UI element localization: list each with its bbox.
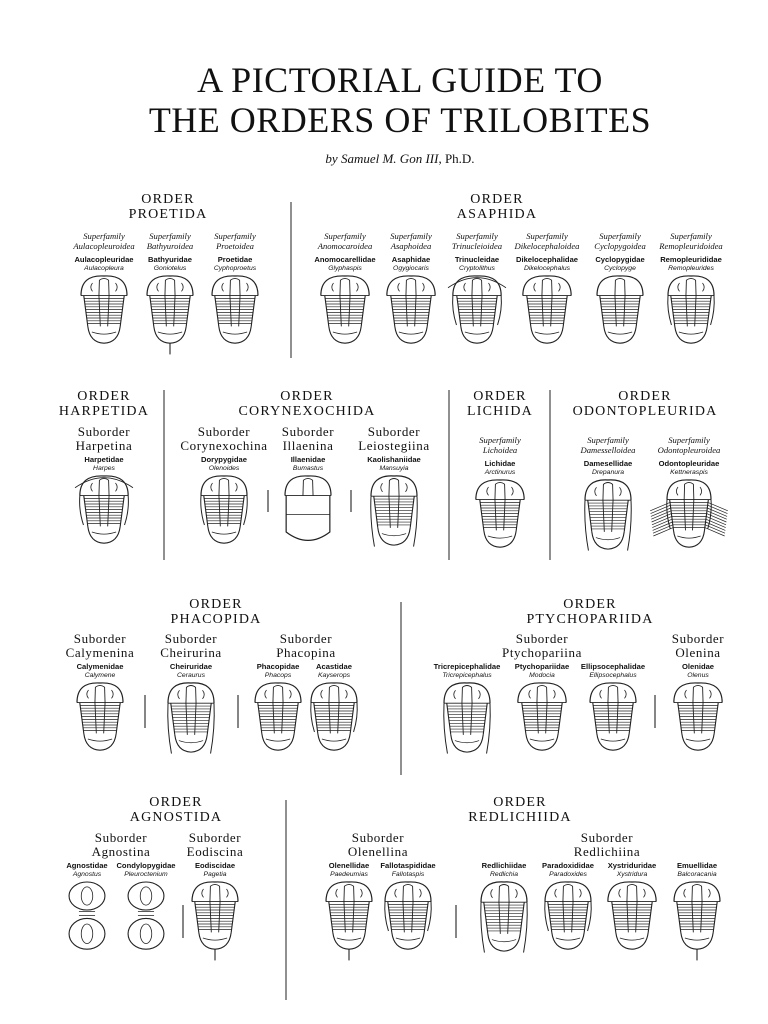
order-name: ASAPHIDA (456, 207, 538, 222)
trilobite-illustration-pagetia (192, 882, 238, 960)
genus-name: Aulacopleura (84, 265, 124, 272)
genus-name: Kettneraspis (670, 469, 708, 476)
genus-name: Goniotelus (153, 265, 187, 272)
superfamily-label: Superfamily (390, 231, 432, 241)
group-odontopleuroidea (650, 435, 728, 547)
order-label: ORDER (493, 795, 547, 810)
genus-name: Ceraurus (177, 672, 205, 679)
suborder-label: Suborder (279, 631, 333, 646)
trilobite-illustration-paedeumias (326, 882, 372, 960)
order-label: ORDER (189, 597, 243, 612)
order-section-lichida (467, 389, 533, 547)
group-anomocaroidea (314, 231, 375, 343)
superfamily-label: Superfamily (83, 231, 125, 241)
family-name: Acastidae (316, 662, 352, 671)
group-olenina (672, 631, 725, 750)
family-name: Agnostidae (66, 861, 108, 870)
group-asaphoidea (387, 231, 435, 343)
suborder-name: Cheirurina (160, 645, 222, 660)
superfamily-name: Damesselloidea (580, 445, 636, 455)
family-name: Emuellidae (676, 861, 718, 870)
trilobite-illustration-fallotaspis (385, 882, 431, 949)
superfamily-label: Superfamily (526, 231, 568, 241)
trilobite-illustration-aulacopleura (81, 276, 127, 343)
suborder-label: Suborder (188, 830, 242, 845)
trilobite-illustration-remopleurides (668, 276, 714, 343)
superfamily-name: Aulacopleuroidea (73, 241, 135, 251)
genus-name: Ogygiocaris (393, 265, 429, 272)
suborder-name: Corynexochina (180, 438, 268, 453)
superfamily-name: Anomocaroidea (317, 241, 373, 251)
family-name: Tricrepicephalidae (433, 662, 501, 671)
family-name: Xystriduridae (607, 861, 657, 870)
genus-name: Dikelocephalus (523, 265, 571, 272)
order-section-harpetida (59, 389, 149, 543)
family-name: Eodiscidae (194, 861, 236, 870)
suborder-name: Ptychopariina (501, 645, 583, 660)
genus-name: Pagetia (203, 871, 227, 878)
trilobite-illustration-bumastus (285, 476, 331, 540)
family-name: Harpetidae (84, 455, 124, 464)
genus-name: Paradoxides (549, 871, 587, 878)
family-name: Aulacopleuridae (74, 255, 134, 264)
sections (59, 192, 728, 960)
suborder-label: Suborder (351, 830, 405, 845)
genus-name: Modocia (529, 672, 555, 679)
group-dikelocephaloidea (514, 231, 580, 343)
order-section-corynexochida (180, 389, 429, 547)
suborder-label: Suborder (515, 631, 569, 646)
group-aulacopleuroidea (72, 231, 134, 343)
family-name: Damesellidae (583, 459, 633, 468)
byline-author: Samuel M. Gon III (340, 151, 439, 166)
trilobite-illustration-xystridura (608, 882, 656, 949)
genus-name: Olenus (687, 672, 709, 679)
order-section-agnostida (66, 795, 243, 960)
title-line-2: THE ORDERS OF TRILOBITES (148, 100, 652, 140)
superfamily-name: Proetoidea (216, 241, 254, 251)
suborder-label: Suborder (77, 424, 131, 439)
suborder-label: Suborder (281, 424, 335, 439)
family-name: Anomocarellidae (314, 255, 376, 264)
trilobite-illustration-mansuyia (371, 476, 417, 547)
suborder-name: Phacopina (276, 645, 336, 660)
genus-name: Mansuyia (379, 465, 409, 472)
superfamily-label: Superfamily (479, 435, 521, 445)
family-name: Bathyuridae (148, 255, 192, 264)
trilobite-illustration-glyphaspis (321, 276, 369, 343)
trilobite-illustration-cyclopyge (597, 276, 643, 343)
group-leiostegiina (358, 424, 429, 547)
family-name: Olenellidae (328, 861, 370, 870)
group-bathyuroidea (147, 231, 193, 354)
suborder-name: Calymenina (65, 645, 135, 660)
family-name: Ptychopariidae (514, 662, 570, 671)
superfamily-name: Bathyuroidea (146, 241, 194, 251)
family-name: Cyclopygidae (595, 255, 645, 264)
trilobite-illustration-drepanura (585, 480, 631, 551)
trilobite-illustration-calymene (77, 683, 123, 750)
superfamily-name: Trinucleioidea (451, 241, 503, 251)
group-calymenina (66, 631, 135, 750)
genus-name: Cyclopyge (604, 265, 636, 272)
family-name: Trinucleidae (454, 255, 500, 264)
superfamily-label: Superfamily (587, 435, 629, 445)
byline-suffix: , Ph.D. (438, 151, 475, 166)
genus-name: Ellipsocephalus (589, 672, 637, 679)
order-name: ODONTOPLEURIDA (572, 404, 718, 419)
group-cyclopygoidea (594, 231, 646, 343)
group-damesselloidea (580, 435, 636, 551)
order-section-redlichiida (326, 795, 720, 960)
group-trinucleioidea (448, 231, 506, 343)
suborder-name: Eodiscina (186, 844, 244, 859)
superfamily-name: Cyclopygoidea (594, 241, 646, 251)
order-name: PTYCHOPARIIDA (526, 612, 654, 627)
suborder-label: Suborder (367, 424, 421, 439)
genus-name: Cyphoproetus (213, 265, 257, 272)
family-name: Kaolishaniidae (367, 455, 421, 464)
family-name: Illaenidae (290, 455, 326, 464)
family-name: Dikelocephalidae (515, 255, 579, 264)
family-name: Phacopidae (256, 662, 300, 671)
genus-name: Xystridura (616, 871, 648, 878)
genus-name: Balcoracania (677, 871, 717, 878)
trilobite-illustration-dikelocephalus (523, 276, 571, 343)
order-name: REDLICHIIDA (468, 810, 572, 825)
family-name: Ellipsocephalidae (580, 662, 646, 671)
suborder-label: Suborder (164, 631, 218, 646)
trilobite-illustration-redlichia (481, 882, 527, 953)
order-name: PROETIDA (128, 207, 208, 222)
order-label: ORDER (149, 795, 203, 810)
suborder-label: Suborder (580, 830, 634, 845)
group-agnostina (66, 830, 175, 949)
order-name: PHACOPIDA (170, 612, 262, 627)
family-name: Cheiruridae (169, 662, 213, 671)
family-name: Paradoxididae (542, 861, 594, 870)
trilobite-illustration-ellipsocephalus (590, 683, 636, 750)
superfamily-name: Dikelocephaloidea (514, 241, 580, 251)
family-name: Calymenidae (76, 662, 124, 671)
superfamily-label: Superfamily (668, 435, 710, 445)
order-label: ORDER (141, 192, 195, 207)
group-illaenina (282, 424, 335, 540)
group-remopleuridoidea (658, 231, 722, 343)
order-name: CORYNEXOCHIDA (238, 404, 376, 419)
suborder-name: Harpetina (75, 438, 133, 453)
trilobite-illustration-balcoracania (674, 882, 720, 960)
trilobite-illustration-kettneraspis (650, 480, 728, 547)
family-name: Olenidae (681, 662, 715, 671)
family-name: Asaphidae (391, 255, 431, 264)
trilobite-illustration-kayserops (311, 683, 357, 750)
group-cheirurina (160, 631, 222, 754)
trilobite-illustration-tricrepicephalus (444, 683, 490, 754)
trilobite-illustration-pleuroctenium (128, 882, 164, 949)
genus-name: Olenoides (208, 465, 240, 472)
group-olenellina (326, 830, 436, 960)
suborder-name: Agnostina (91, 844, 151, 859)
order-label: ORDER (563, 597, 617, 612)
genus-name: Pleuroctenium (124, 871, 168, 878)
trilobite-illustration-arctinurus (476, 480, 524, 547)
group-redlichiina (481, 830, 720, 960)
order-name: HARPETIDA (58, 404, 150, 419)
genus-name: Harpes (93, 465, 115, 472)
order-section-proetida (72, 192, 258, 354)
family-name: Lichidae (484, 459, 516, 468)
trilobite-illustration-paradoxides (545, 882, 591, 949)
order-section-asaphida (314, 192, 722, 343)
trilobite-illustration-cyphoproetus (212, 276, 258, 343)
trilobite-illustration-modocia (518, 683, 566, 750)
order-label: ORDER (473, 389, 527, 404)
group-lichoidea (476, 435, 524, 547)
genus-name: Drepanura (591, 469, 625, 476)
title-line-1: A PICTORIAL GUIDE TO (197, 60, 603, 100)
group-phacopina (255, 631, 357, 750)
superfamily-name: Lichoidea (482, 445, 518, 455)
order-section-phacopida (66, 597, 358, 754)
genus-name: Tricrepicephalus (442, 672, 492, 679)
order-section-ptychopariida (434, 597, 725, 754)
suborder-name: Olenellina (347, 844, 409, 859)
superfamily-label: Superfamily (456, 231, 498, 241)
genus-name: Agnostus (72, 871, 102, 878)
genus-name: Paedeumias (330, 871, 368, 878)
genus-name: Calymene (84, 672, 116, 679)
order-label: ORDER (618, 389, 672, 404)
family-name: Proetidae (217, 255, 253, 264)
family-name: Remopleurididae (660, 255, 722, 264)
trilobite-illustration-cryptolithus (448, 276, 506, 343)
superfamily-label: Superfamily (599, 231, 641, 241)
order-label: ORDER (470, 192, 524, 207)
genus-name: Phacops (264, 672, 292, 679)
family-name: Odontopleuridae (658, 459, 720, 468)
family-name: Condylopygidae (116, 861, 176, 870)
genus-name: Bumastus (292, 465, 324, 472)
superfamily-name: Asaphoidea (390, 241, 432, 251)
suborder-name: Leiostegiina (358, 438, 430, 453)
group-harpetina (75, 424, 133, 543)
trilobite-illustration-phacops (255, 683, 301, 750)
suborder-name: Illaenina (282, 438, 334, 453)
order-label: ORDER (280, 389, 334, 404)
order-label: ORDER (77, 389, 131, 404)
suborder-label: Suborder (94, 830, 148, 845)
superfamily-name: Remopleuridoidea (659, 241, 723, 251)
group-proetoidea (212, 231, 258, 343)
group-ptychopariina (434, 631, 645, 754)
suborder-label: Suborder (197, 424, 251, 439)
trilobite-illustration-ceraurus (168, 683, 214, 754)
family-name: Redlichiidae (481, 861, 527, 870)
superfamily-name: Odontopleuroidea (657, 445, 721, 455)
suborder-label: Suborder (671, 631, 725, 646)
superfamily-label: Superfamily (149, 231, 191, 241)
genus-name: Arctinurus (484, 469, 516, 476)
trilobite-illustration-olenoides (201, 476, 247, 543)
genus-name: Kayserops (317, 672, 351, 679)
group-eodiscina (187, 830, 244, 960)
trilobite-illustration-ogygiocaris (387, 276, 435, 343)
order-name: LICHIDA (467, 404, 533, 419)
trilobite-illustration-agnostus (69, 882, 105, 949)
genus-name: Remopleurides (668, 265, 714, 272)
trilobite-illustration-olenus (674, 683, 722, 750)
order-name: AGNOSTIDA (129, 810, 223, 825)
suborder-name: Redlichiina (573, 844, 641, 859)
order-section-odontopleurida (573, 389, 728, 551)
family-name: Fallotaspididae (380, 861, 436, 870)
family-name: Dorypygidae (201, 455, 247, 464)
genus-name: Fallotaspis (391, 871, 425, 878)
genus-name: Redlichia (490, 871, 518, 878)
byline (325, 151, 474, 166)
byline-prefix: by (325, 151, 341, 166)
genus-name: Cryptolithus (459, 265, 495, 272)
group-corynexochina (180, 424, 267, 543)
trilobite-illustration-harpes (75, 476, 133, 543)
suborder-name: Olenina (675, 645, 721, 660)
superfamily-label: Superfamily (324, 231, 366, 241)
superfamily-label: Superfamily (670, 231, 712, 241)
genus-name: Glyphaspis (328, 265, 362, 272)
superfamily-label: Superfamily (214, 231, 256, 241)
trilobite-illustration-goniotelus (147, 276, 193, 354)
suborder-label: Suborder (73, 631, 127, 646)
